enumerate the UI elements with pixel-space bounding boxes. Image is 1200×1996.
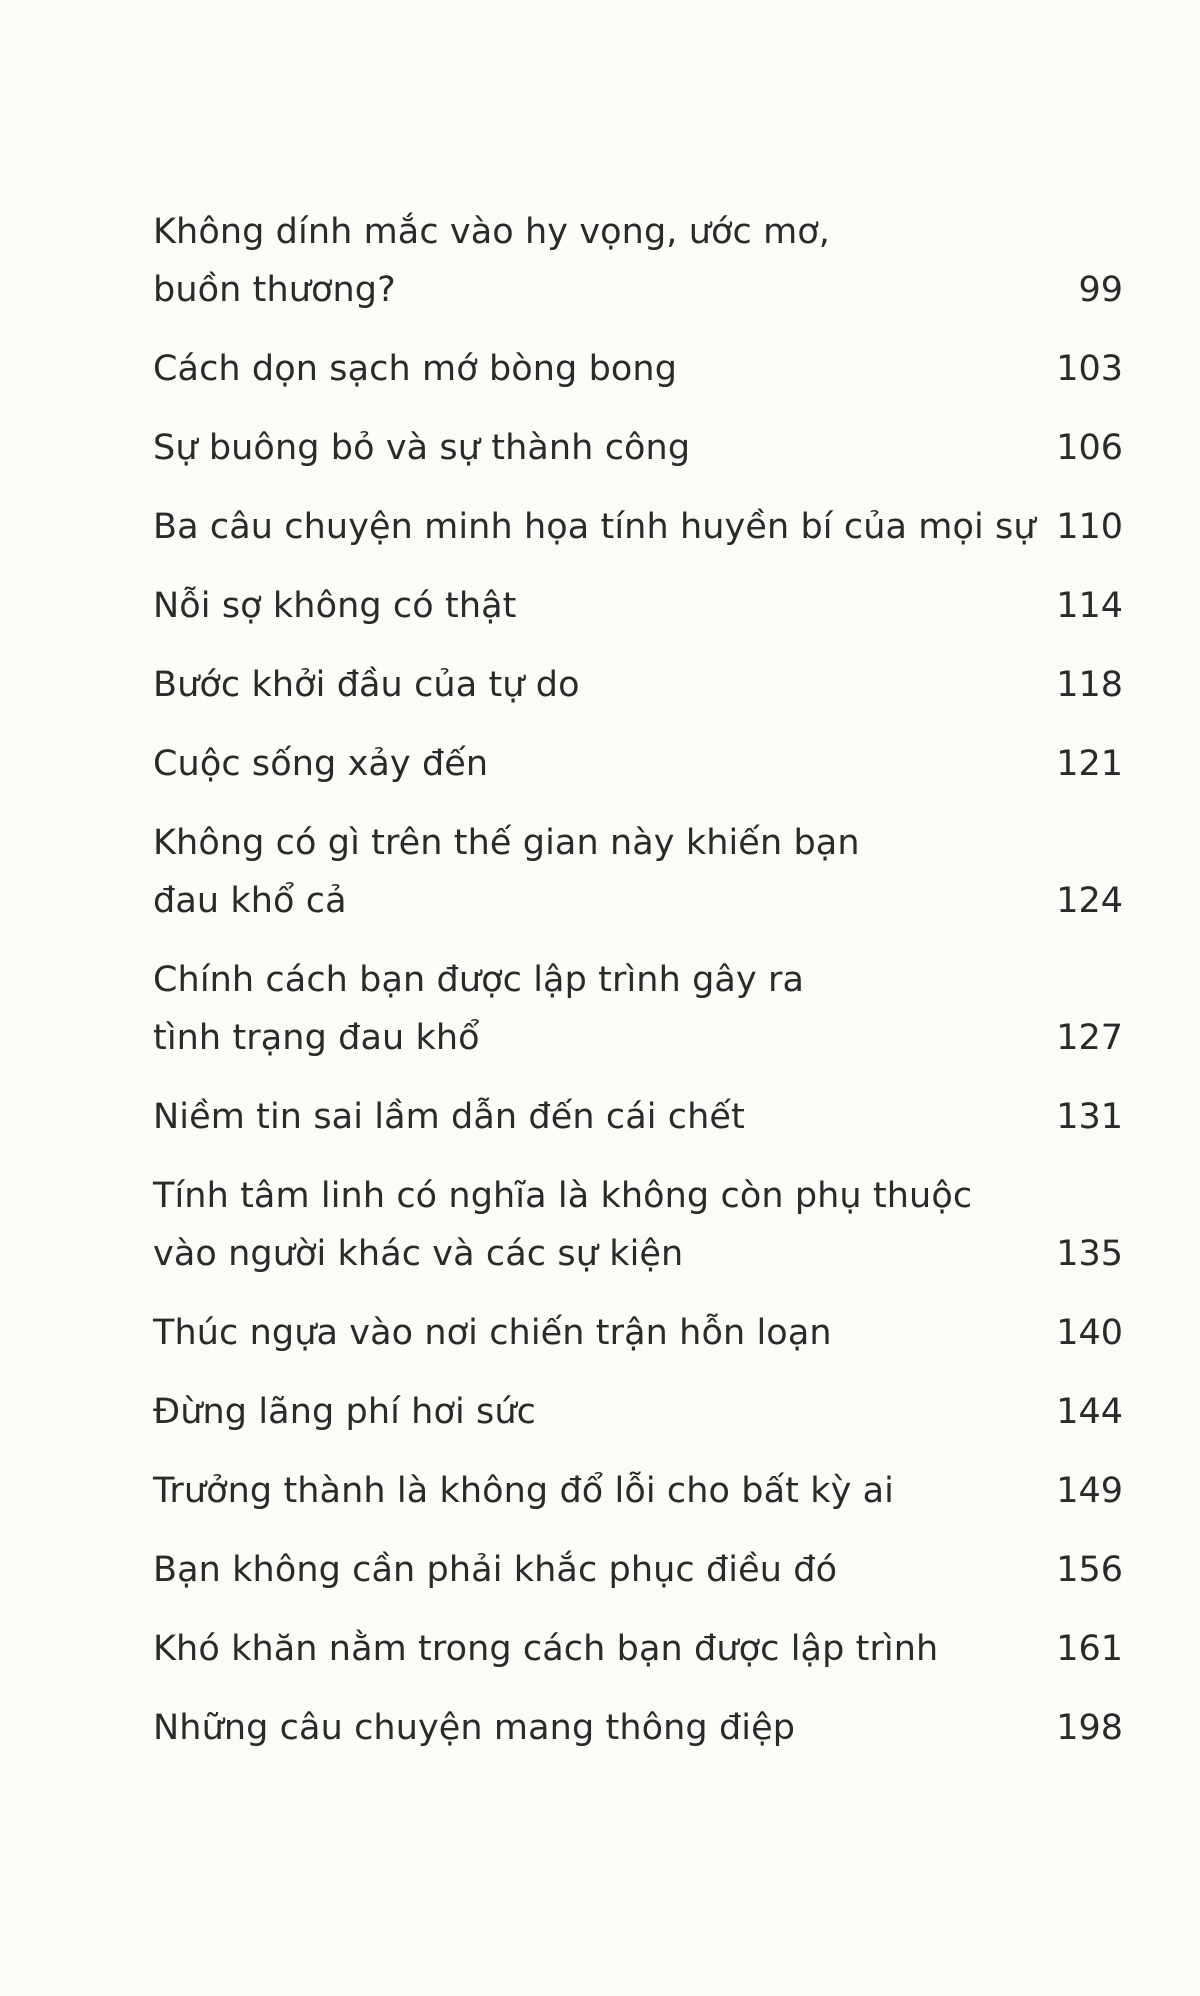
toc-entry-title-line: Bước khởi đầu của tự do [153, 665, 580, 705]
toc-entry-title-line: Thúc ngựa vào nơi chiến trận hỗn loạn [153, 1313, 832, 1353]
toc-entry-page-number: 110 [1056, 507, 1123, 547]
toc-entry-title [153, 814, 1013, 930]
toc-entry-title-line: Cách dọn sạch mớ bòng bong [153, 349, 678, 389]
toc-entry [153, 1304, 1123, 1362]
toc-entry-title-line: Niềm tin sai lầm dẫn đến cái chết [153, 1097, 745, 1137]
toc-entry [153, 577, 1123, 635]
toc-entry [153, 340, 1123, 398]
toc-entry-page-number: 156 [1056, 1550, 1123, 1590]
toc-entry [153, 735, 1123, 793]
toc-entry-title-line: Chính cách bạn được lập trình gây ra [153, 960, 805, 1000]
toc-entry-title-line: Cuộc sống xảy đến [153, 744, 489, 784]
toc-entry-title-line: Đừng lãng phí hơi sức [153, 1392, 536, 1432]
toc-entry-title [153, 1541, 1013, 1599]
toc-entry [153, 498, 1123, 556]
table-of-contents [153, 203, 1123, 1778]
toc-entry-page-number: 140 [1056, 1313, 1123, 1353]
toc-entry-title-line: Tính tâm linh có nghĩa là không còn phụ thuộc [153, 1176, 973, 1216]
toc-entry [153, 1167, 1123, 1283]
toc-entry [153, 1541, 1123, 1599]
toc-entry-page-number: 99 [1078, 270, 1123, 310]
toc-entry-page-number: 103 [1056, 349, 1123, 389]
toc-entry [153, 1088, 1123, 1146]
toc-entry-title [153, 1383, 1013, 1441]
toc-entry-title [153, 1304, 1013, 1362]
toc-entry-title [153, 1620, 1013, 1678]
toc-entry-title-line: đau khổ cả [153, 881, 347, 921]
toc-entry-title-line: Bạn không cần phải khắc phục điều đó [153, 1550, 838, 1590]
toc-entry [153, 1699, 1123, 1757]
toc-entry-title-line: Trưởng thành là không đổ lỗi cho bất kỳ ai [153, 1471, 894, 1511]
toc-entry [153, 203, 1123, 319]
toc-entry-page-number: 144 [1056, 1392, 1123, 1432]
toc-entry [153, 951, 1123, 1067]
toc-entry-title-line: Nỗi sợ không có thật [153, 586, 517, 626]
toc-entry-title-line: Khó khăn nằm trong cách bạn được lập trình [153, 1629, 939, 1669]
toc-entry-title-line: Sự buông bỏ và sự thành công [153, 428, 691, 468]
toc-entry [153, 419, 1123, 477]
toc-entry-page-number: 121 [1056, 744, 1123, 784]
toc-entry-page-number: 114 [1056, 586, 1123, 626]
toc-entry-title [153, 1088, 1013, 1146]
toc-entry-page-number: 118 [1056, 665, 1123, 705]
toc-entry [153, 656, 1123, 714]
toc-entry [153, 1462, 1123, 1520]
toc-entry-page-number: 198 [1056, 1708, 1123, 1748]
toc-entry [153, 1383, 1123, 1441]
toc-entry-page-number: 149 [1056, 1471, 1123, 1511]
toc-entry-title [153, 1462, 1013, 1520]
toc-entry-title [153, 340, 1013, 398]
toc-entry-title [153, 203, 1013, 319]
toc-entry-page-number: 131 [1056, 1097, 1123, 1137]
toc-entry-title-line: Không dính mắc vào hy vọng, ước mơ, [153, 212, 831, 252]
toc-entry-page-number: 135 [1056, 1234, 1123, 1274]
toc-entry-title [153, 1699, 1013, 1757]
toc-entry-page-number: 161 [1056, 1629, 1123, 1669]
toc-entry-title [153, 735, 1013, 793]
toc-entry-title-line: tình trạng đau khổ [153, 1018, 480, 1058]
toc-entry-title-line: Không có gì trên thế gian này khiến bạn [153, 823, 860, 863]
toc-entry-title [153, 1167, 1013, 1283]
toc-entry [153, 814, 1123, 930]
toc-entry-title [153, 656, 1013, 714]
toc-entry-page-number: 127 [1056, 1018, 1123, 1058]
toc-entry-title-line: buồn thương? [153, 270, 396, 310]
toc-entry-page-number: 106 [1056, 428, 1123, 468]
toc-entry [153, 1620, 1123, 1678]
toc-entry-title-line: Ba câu chuyện minh họa tính huyền bí của mọi sự [153, 507, 1036, 547]
toc-entry-title-line: Những câu chuyện mang thông điệp [153, 1708, 796, 1748]
toc-entry-title-line: vào người khác và các sự kiện [153, 1234, 684, 1274]
toc-entry-title [153, 498, 1036, 556]
toc-entry-title [153, 951, 1013, 1067]
toc-entry-title [153, 419, 1013, 477]
toc-entry-page-number: 124 [1056, 881, 1123, 921]
toc-entry-title [153, 577, 1013, 635]
